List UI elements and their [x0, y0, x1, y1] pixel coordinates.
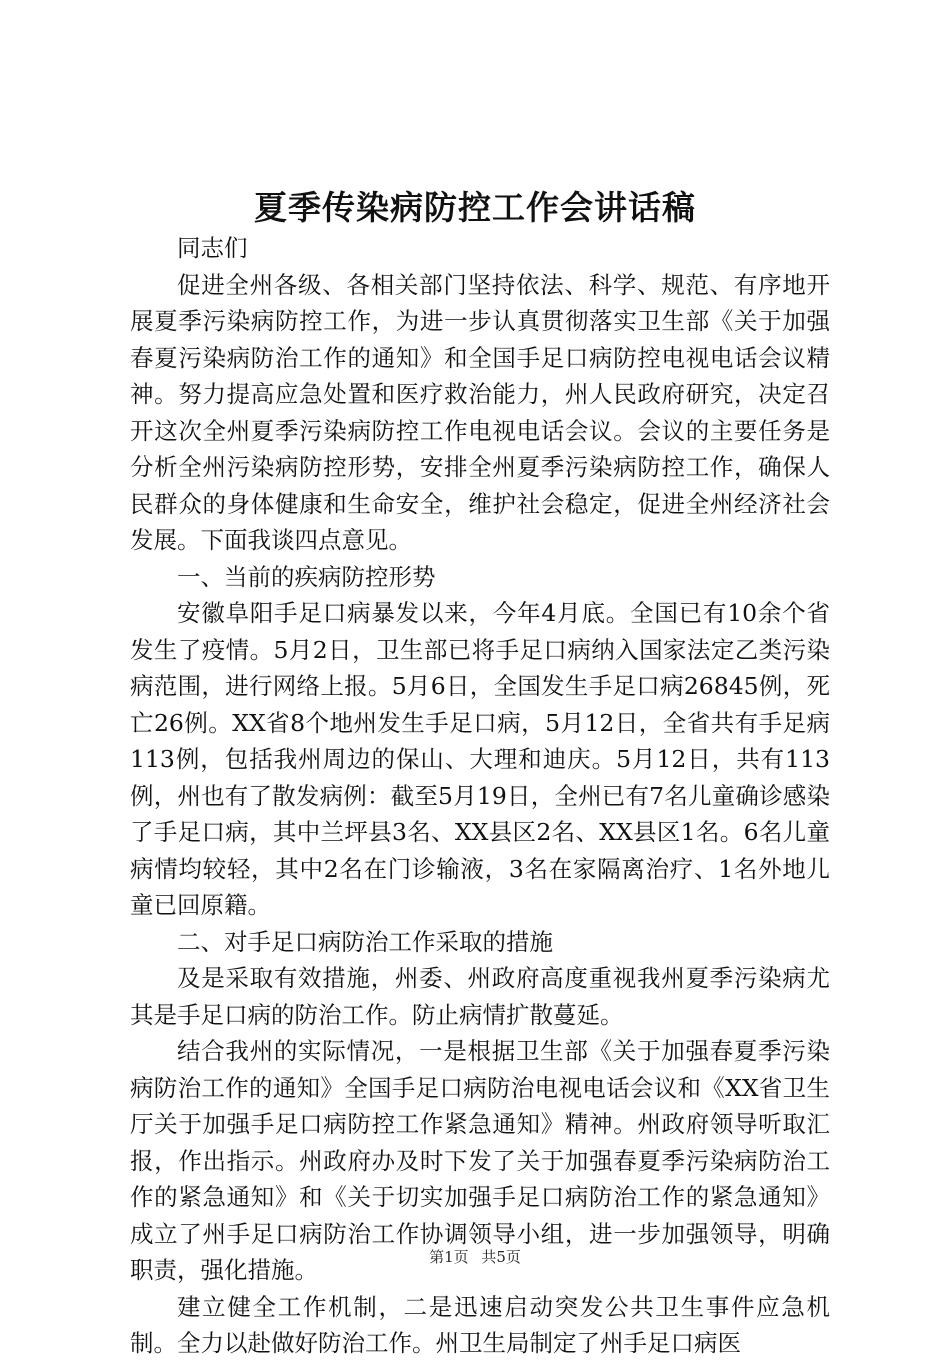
section-heading-2: 二、对手足口病防治工作采取的措施	[177, 927, 553, 956]
paragraph-measures-2: 建立健全工作机制，二是迅速启动突发公共卫生事件应急机制。全力以赴做好防治工作。州卫生局制定了州手足口病医	[130, 1292, 830, 1357]
document-body	[130, 230, 830, 1362]
paragraph-measures-1: 结合我州的实际情况，一是根据卫生部《关于加强春夏季污染病防治工作的通知》全国手足口病防治电视电话会议和《XX省卫生厅关于加强手足口病防控工作紧急通知》精神。州政府领导听取汇报，作出指示。州政府办及时下发了关于加强春夏季污染病防治工作的紧急通知》和《关于切实加强手足口病防治工作的紧急通知》成立了州手足口病防治工作协调领导小组，进一步加强领导，明确职责，强化措施。	[130, 1037, 830, 1284]
paragraph-intro: 促进全州各级、各相关部门坚持依法、科学、规范、有序地开展夏季污染病防控工作，为进一步认真贯彻落实卫生部《关于加强春夏污染病防治工作的通知》和全国手足口病防控电视电话会议精神。努力提高应急处置和医疗救治能力，州人民政府研究，决定召开这次全州夏季污染病防控工作电视电话会议。会议的主要任务是分析全州污染病防控形势，安排全州夏季污染病防控工作，确保人民群众的身体健康和生命安全，维护社会稳定，促进全州经济社会发展。下面我谈四点意见。	[130, 270, 830, 554]
paragraph-measures-intro: 及是采取有效措施，州委、州政府高度重视我州夏季污染病尤其是手足口病的防治工作。防止病情扩散蔓延。	[130, 964, 830, 1029]
paragraph-situation: 安徽阜阳手足口病暴发以来，今年4月底。全国已有10余个省发生了疫情。5月2日，卫生部已将手足口病纳入国家法定乙类污染病范围，进行网络上报。5月6日，全国发生手足口病26845例，死亡26例。XX省8个地州发生手足口病，5月12日，全省共有手足病113例，包括我州周边的保山、大理和迪庆。5月12日，共有113例，州也有了散发病例：截至5月19日，全州已有7名儿童确诊感染了手足口病，其中兰坪县3名、XX县区2名、XX县区1名。6名儿童病情均较轻，其中2名在门诊输液，3名在家隔离治疗、1名外地儿童已回原籍。	[130, 599, 830, 919]
document-title: 夏季传染病防控工作会讲话稿	[254, 188, 696, 227]
section-heading-1: 一、当前的疾病防控形势	[177, 562, 436, 591]
page-number: 第1页	[429, 1248, 469, 1266]
page-total: 共5页	[481, 1248, 521, 1266]
salutation: 同志们	[177, 234, 248, 262]
page-footer	[0, 1247, 950, 1267]
